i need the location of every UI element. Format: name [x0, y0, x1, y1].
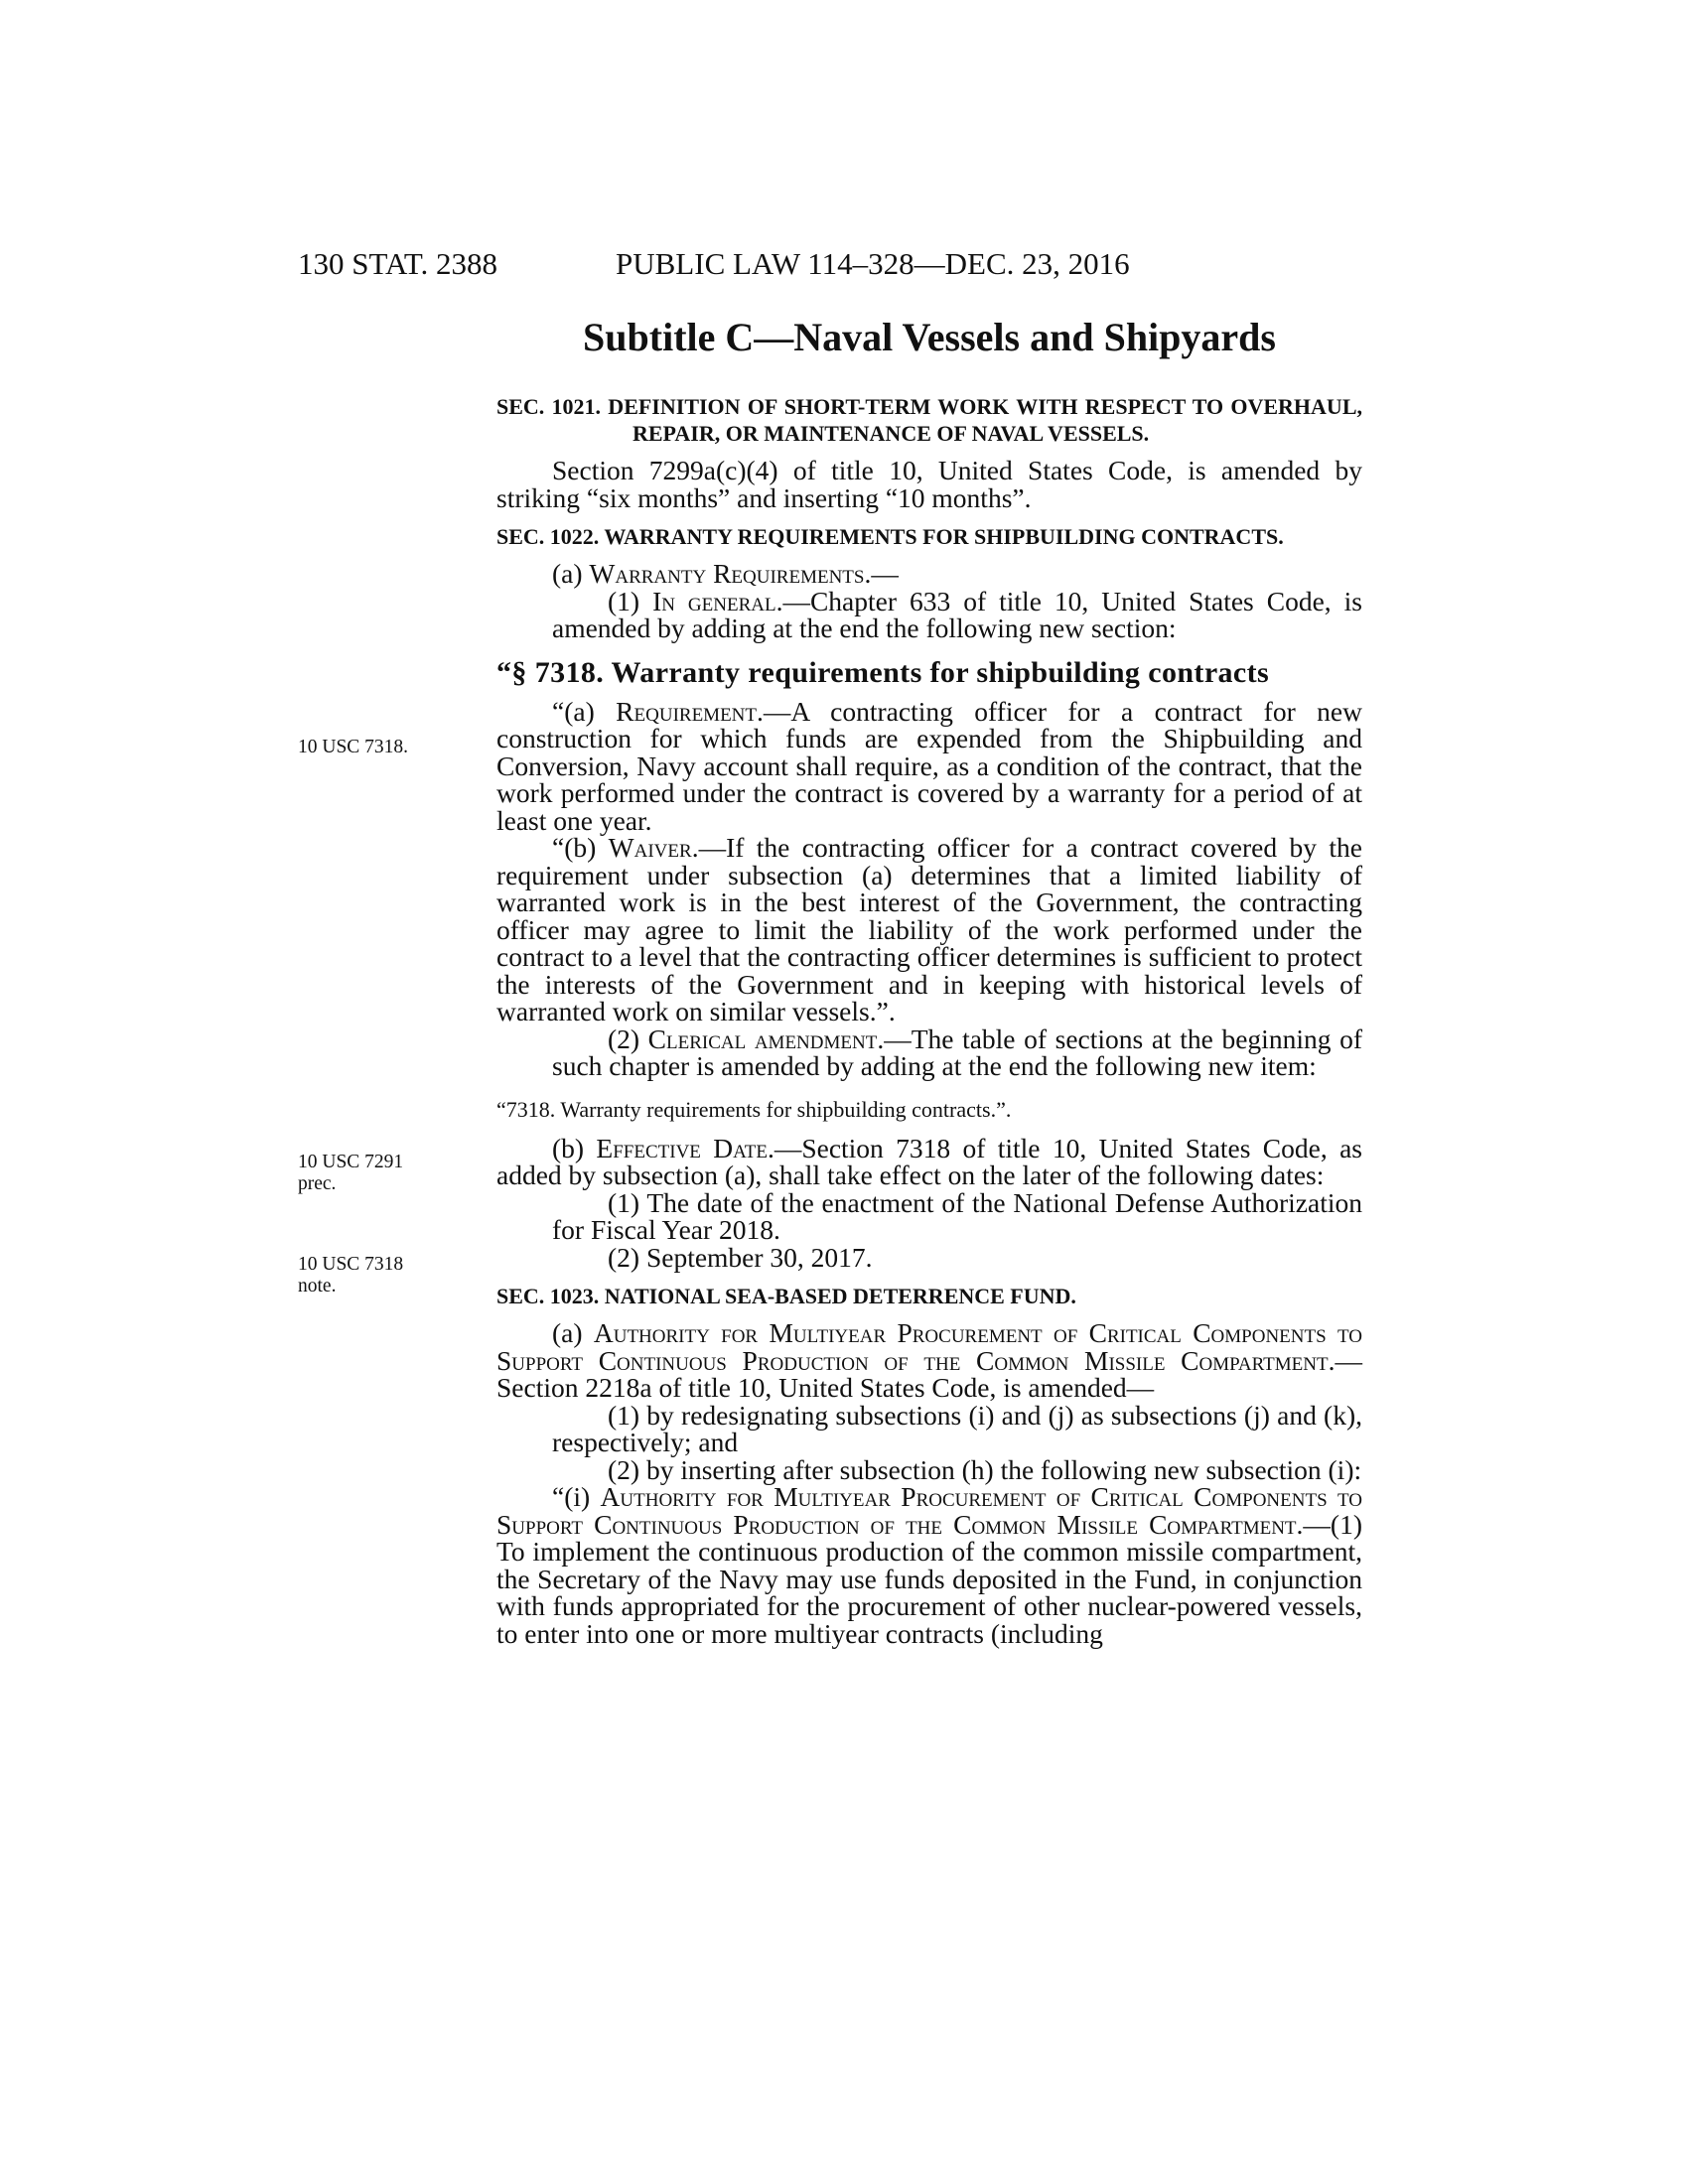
sec-1022-a — [496, 560, 1362, 588]
sec-1022-a-dash: .— — [864, 558, 899, 589]
sec-1022-a2-label: (2) — [608, 1023, 648, 1054]
section-7318-b-head: Waiver — [608, 832, 692, 863]
margin-note-7318-note-line1: 10 USC 7318 — [298, 1254, 404, 1275]
sec-1023-i-text: .—(1) To implement the continuous production of the common missile compartment, the Secretary of the Navy may use funds deposited in the Fund, in conjunction with funds appropriated for the procurement of other nuclear-powered vessels, to enter into one or more multiyear contracts (including — [496, 1508, 1362, 1649]
sec-1022-b-label: (b) — [552, 1132, 597, 1163]
subtitle-heading: Subtitle C—Naval Vessels and Shipyards — [583, 315, 1276, 359]
sec-1023-a-head: Authority for Multiyear Procurement of Critical Components to Support Continuous Production of the Common Missile Compartment — [496, 1317, 1362, 1376]
sec-1022-a1-text: .—Chapter 633 of title 10, United States Code, is amended by adding at the end the following new section: — [552, 585, 1362, 643]
section-7318-a-label: “(a) — [552, 695, 617, 727]
sec-1023-heading: SEC. 1023. NATIONAL SEA-BASED DETERRENCE FUND. — [496, 1284, 1076, 1308]
sec-1022-a1-label: (1) — [608, 585, 653, 616]
section-7318-b-label: “(b) — [552, 832, 609, 863]
sec-1021-text: Section 7299a(c)(4) of title 10, United States Code, is amended by striking “six months” and inserting “10 months”. — [496, 455, 1362, 513]
margin-note-7291-line2: prec. — [298, 1173, 337, 1194]
sec-1021-heading: SEC. 1021. DEFINITION OF SHORT-TERM WORK WITH RESPECT TO OVERHAUL, REPAIR, OR MAINTENANCE OF NAVAL VESSELS. — [496, 394, 1362, 446]
margin-note-7318-note-line2: note. — [298, 1276, 337, 1297]
sec-1023-i-label: “(i) — [552, 1481, 601, 1512]
sec-1022-a2-head: Clerical amendment — [647, 1023, 878, 1054]
sec-1023-a — [496, 1319, 1362, 1402]
sec-1022-a2 — [496, 1025, 1362, 1080]
sec-1022-a1 — [496, 585, 1362, 643]
section-7318-b — [496, 834, 1362, 1025]
sec-1022-a1-head: In general — [652, 585, 776, 616]
toc-item-7318: “7318. Warranty requirements for shipbuilding contracts.”. — [496, 1096, 1012, 1122]
sec-1023-a1: (1) by redesignating subsections (i) and (j) as subsections (j) and (k), respectively; and — [552, 1399, 1362, 1457]
sec-1023-a-label: (a) — [552, 1317, 594, 1348]
sec-1022-b — [496, 1132, 1362, 1190]
public-law-citation: PUBLIC LAW 114–328—DEC. 23, 2016 — [616, 246, 1130, 281]
section-7318-title: “§ 7318. Warranty requirements for shipbuilding contracts — [496, 655, 1270, 689]
sec-1023-a2: (2) by inserting after subsection (h) the following new subsection (i): — [608, 1453, 1362, 1485]
sec-1022-a2-text: .—The table of sections at the beginning of such chapter is amended by adding at the end the following new item: — [552, 1023, 1362, 1081]
margin-note-7318-note — [298, 1254, 447, 1297]
sec-1022-b-text: .—Section 7318 of title 10, United States Code, as added by subsection (a), shall take effect on the later of the following dates: — [496, 1132, 1362, 1190]
section-7318-a-head: Requirement — [616, 695, 757, 727]
section-7318-a — [496, 695, 1362, 836]
sec-1022-heading: SEC. 1022. WARRANTY REQUIREMENTS FOR SHIPBUILDING CONTRACTS. — [496, 524, 1284, 549]
sec-1023-i-head: Authority for Multiyear Procurement of Critical Components to Support Continuous Production of the Common Missile Compartment — [496, 1481, 1362, 1540]
margin-note-7318: 10 USC 7318. — [298, 737, 409, 757]
sec-1022-a-head: Warranty Requirements — [589, 558, 865, 589]
margin-note-7291 — [298, 1152, 447, 1195]
sec-1022-b1: (1) The date of the enactment of the National Defense Authorization for Fiscal Year 2018. — [552, 1186, 1362, 1245]
stat-citation: 130 STAT. 2388 — [298, 246, 498, 281]
document-body — [496, 316, 1362, 1647]
sec-1023-i — [496, 1483, 1362, 1647]
section-7318-b-text: .—If the contracting officer for a contract covered by the requirement under subsection (a) determines that a limited liability of warranted work is in the best interest of the Government, the contracting officer may agree to limit the liability of the work performed under the contract to a level that the contracting officer determines is sufficient to protect the interests of the Government and in keeping with historical levels of warranted work on similar vessels.”. — [496, 832, 1362, 1026]
section-7318-a-text: .—A contracting officer for a contract for new construction for which funds are expended from the Shipbuilding and Conversion, Navy account shall require, as a condition of the contract, that the work performed under the contract is covered by a warranty for a period of at least one year. — [496, 695, 1362, 836]
margin-note-7291-line1: 10 USC 7291 — [298, 1152, 404, 1172]
sec-1022-b-head: Effective Date — [596, 1132, 768, 1163]
sec-1023-a-text: .—Section 2218a of title 10, United States Code, is amended— — [496, 1344, 1362, 1403]
sec-1022-b2: (2) September 30, 2017. — [608, 1241, 873, 1273]
sec-1022-a-label: (a) — [552, 558, 590, 589]
